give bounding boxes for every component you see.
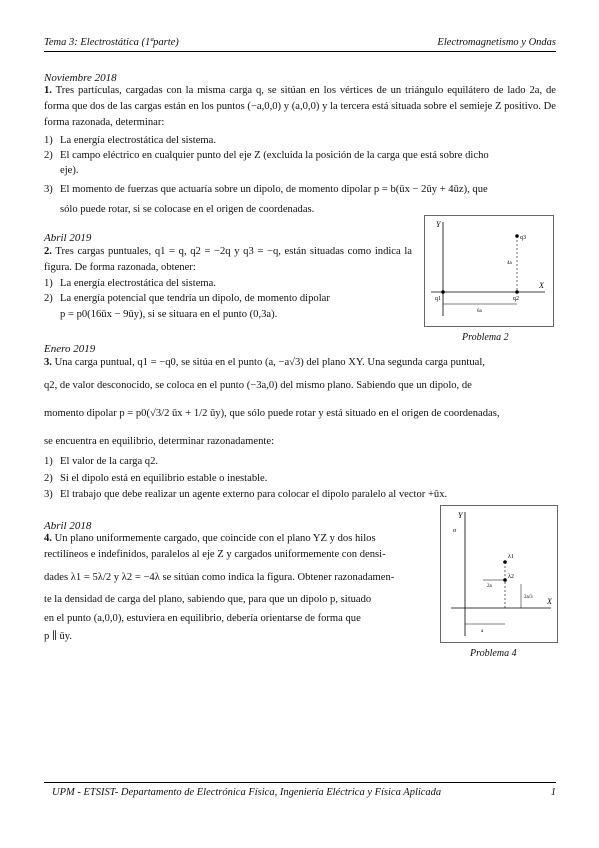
problem-4-line: en el punto (a,0,0), estuviera en equilibrio, debería orientarse de forma que [44,613,361,624]
y-axis-label: Y [458,511,463,520]
q1-label: q1 [435,296,441,302]
problem-3-item: 1) El valor de la carga q2. [44,456,159,467]
header-topic: Tema 3: Electrostática (1ªparte) [44,37,179,48]
problem-2-diagram [425,216,553,326]
dim-2a-label: 2a [487,584,492,589]
problem-1-item: sólo puede rotar, si se colocase en el origen de coordenadas. [60,204,315,215]
page-number: 1 [550,787,556,798]
q2-label: q2 [513,296,519,302]
problem-4-date: Abril 2018 [44,520,92,532]
page-footer [44,782,556,799]
problem-4-line: dades λ1 = 5λ/2 y λ2 = −4λ se sitúan como indica la figura. Obtener razonadamen- [44,572,395,583]
problem-2-number: 2. [44,246,52,257]
problem-4-line: 4. Un plano uniformemente cargado, que coincide con el plano YZ y dos hilos [44,533,376,544]
problem-2-item: 2) La energía potencial que tendría un dipolo, de momento dipolar [44,293,330,304]
x-axis-label: X [539,281,544,290]
problem-1-item: eje). [60,165,79,176]
problem-2-statement [44,244,412,276]
dim-2a3-label: 2a/3 [524,595,533,600]
problem-1-item: 3) El momento de fuerzas que actuaría sobre un dipolo, de momento dipolar p = b(ūx − 2ūy + 4ūz), que [44,184,488,195]
problem-3-line: se encuentra en equilibrio, determinar razonadamente: [44,436,275,447]
charge-q1-dot [441,290,445,294]
problem-4-line: p ∥ ūy. [44,631,73,642]
problem-2-date: Abril 2019 [44,232,92,244]
problem-1-statement [44,83,556,131]
problem-4-line: te la densidad de carga del plano, sabiendo que, para que un dipolo p, situado [44,594,372,605]
dim-4a-label: 4a [507,261,512,266]
charge-q2-dot [515,290,519,294]
problem-1-number: 1. [44,85,52,96]
q3-label: q3 [520,235,526,241]
problem-2-item: p = p0(16ūx − 9ūy), si se situara en el punto (0,3a). [60,309,278,320]
sigma-label: σ [453,528,457,534]
problem-3-date: Enero 2019 [44,343,96,355]
problem-4-caption: Problema 4 [470,648,517,659]
wire-lambda1-dot [503,560,507,564]
problem-1-date: Noviembre 2018 [44,72,117,84]
problem-4-line: rectilíneos e indefinidos, paralelos al eje Z y cargados uniformemente con densi- [44,549,386,560]
problem-4-diagram [441,506,557,642]
problem-1-text: Tres partículas, cargadas con la misma carga q, se sitúan en los vértices de un triángulo equilátero de lado 2a, de forma que dos de las cargas están en los puntos (−a,0,0) y (a,0,0) y la tercera está situada sobre el semieje Z positivo. De forma razonada, determinar: [44,85,556,128]
lambda1-label: λ1 [508,554,514,560]
problem-2-text: Tres cargas puntuales, q1 = q, q2 = −2q y q3 = −q, están situadas como indica la figura. De forma razonada, obtener: [44,246,412,273]
problem-2-caption: Problema 2 [462,332,509,343]
charge-q3-dot [515,234,519,238]
problem-3-item: 2) Si el dipolo está en equilibrio estable o inestable. [44,473,268,484]
problem-3-line: q2, de valor desconocido, se coloca en el punto (−3a,0) del mismo plano. Sabiendo que un dipolo, de [44,380,472,391]
problem-2-figure [424,215,554,327]
problem-1-item: 1) La energía electrostática del sistema. [44,135,216,146]
header-course: Electromagnetismo y Ondas [437,37,556,48]
y-axis-label: Y [436,220,441,229]
dim-6a-label: 6a [477,309,482,314]
footer-department: UPM - ETSIST- Departamento de Electrónica Física, Ingeniería Eléctrica y Física Aplicada [52,787,442,798]
lambda2-label: λ2 [508,574,514,580]
problem-3-line: 3. Una carga puntual, q1 = −q0, se sitúa en el punto (a, −a√3) del plano XY. Una segunda carga puntual, [44,357,485,368]
x-axis-label: X [547,597,552,606]
problem-4-figure [440,505,558,643]
problem-1-item: 2) El campo eléctrico en cualquier punto del eje Z (excluida la posición de la carga que está sobre dicho [44,150,489,161]
problem-3-line: momento dipolar p = p0(√3/2 ūx + 1/2 ūy), que sólo puede rotar y está situado en el origen de coordenadas, [44,408,500,419]
problem-3-item: 3) El trabajo que debe realizar un agente externo para colocar el dipolo paralelo al vector +ūx. [44,489,448,500]
dim-a-label: a [481,629,484,634]
page-header [44,37,556,52]
wire-lambda2-dot [503,578,507,582]
problem-2-item: 1) La energía electrostática del sistema. [44,278,216,289]
